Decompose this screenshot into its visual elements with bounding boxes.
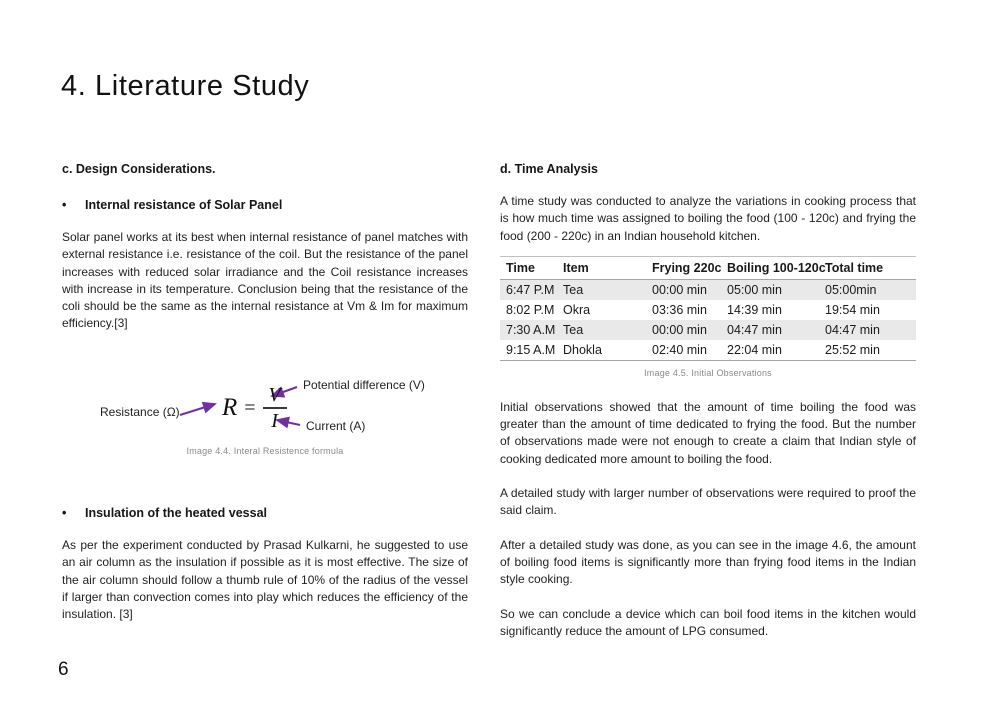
table-caption: Image 4.5. Initial Observations (644, 367, 772, 378)
header-boiling: Boiling 100-120c (721, 256, 819, 279)
table-cell: 03:36 min (652, 302, 707, 317)
table-row (500, 300, 916, 320)
insulation-paragraph: As per the experiment conducted by Prasad Kulkarni, he suggested to use an air column as the insulation if possible as it is most effective. The size of the air column should follow a thumb rule of 10% of the radius of the vessel if larger than convection comes into play which reduces the efficiency of the insulation. [3] (62, 538, 468, 622)
table-cell: 14:39 min (727, 302, 782, 317)
current-label: Current (A) (306, 419, 366, 433)
table-cell: 04:47 min (825, 322, 880, 337)
table-cell: Okra (563, 302, 591, 317)
table-cell: 19:54 min (825, 302, 880, 317)
table-row (500, 279, 916, 300)
page-number: 6 (58, 659, 69, 680)
header-item: Item (557, 256, 646, 279)
table-cell: 04:47 min (727, 322, 782, 337)
table-header-row (500, 256, 916, 279)
time-analysis-heading: d. Time Analysis (500, 162, 598, 176)
fraction-bar (263, 407, 287, 409)
table-cell: Tea (563, 322, 584, 337)
after-study-paragraph: After a detailed study was done, as you can see in the image 4.6, the amount of boiling food items is significantly more than frying food items in the Indian style cooking. (500, 537, 916, 587)
formula-fraction (263, 385, 287, 431)
formula-voltage-symbol: V (268, 384, 281, 406)
table-cell: 6:47 P.M (506, 282, 555, 297)
ohms-law-formula (222, 385, 287, 431)
observations-table (500, 256, 916, 361)
bullet-icon: • (62, 506, 67, 520)
bullet-insulation (62, 506, 468, 520)
formula-caption: Image 4.4. Interal Resistence formula (186, 446, 344, 456)
bullet-label: Internal resistance of Solar Panel (85, 198, 283, 212)
bullet-internal-resistance (62, 198, 468, 212)
resistance-label: Resistance (Ω) (100, 405, 180, 419)
potential-difference-label: Potential difference (V) (303, 378, 425, 392)
table-cell: 00:00 min (652, 282, 707, 297)
bullet-label: Insulation of the heated vessal (85, 506, 267, 520)
right-column (500, 162, 916, 640)
table-cell: 00:00 min (652, 322, 707, 337)
table-cell: 22:04 min (721, 340, 819, 361)
table-row (500, 320, 916, 340)
time-study-paragraph: A time study was conducted to analyze the variations in cooking process that is how much time was assigned to boiling the food (100 - 120c) and frying the food (200 - 220c) in an Indian household kitchen. (500, 194, 916, 243)
solar-panel-paragraph: Solar panel works at its best when internal resistance of panel matches with external resistance i.e. resistance of the coil. But the resistance of the panel increases with reduced solar irradiance and the Coil resistance increases with increase in its temperature. Conclusion being that the resistance of the coli should be the same as the internal resistance at Vm & Im for maximum efficiency.[3] (62, 230, 468, 331)
design-considerations-heading: c. Design Considerations. (62, 162, 216, 176)
left-column-lower (62, 506, 468, 623)
table-cell: 02:40 min (646, 340, 721, 361)
table-cell: 25:52 min (819, 340, 916, 361)
header-total-time: Total time (819, 256, 916, 279)
table-cell: Dhokla (557, 340, 646, 361)
page-title: 4. Literature Study (61, 70, 310, 102)
table-cell: 05:00min (825, 282, 877, 297)
conclusion-paragraph: So we can conclude a device which can boil food items in the kitchen would significantly reduce the amount of LPG consumed. (500, 606, 916, 638)
table-cell: 8:02 P.M (506, 302, 555, 317)
table-cell: 7:30 A.M (506, 322, 556, 337)
formula-resistance-symbol: R (222, 394, 238, 421)
formula-current-symbol: I (271, 410, 278, 432)
table-cell: 9:15 A.M (500, 340, 557, 361)
header-frying: Frying 220c (646, 256, 721, 279)
header-time: Time (500, 256, 557, 279)
formula-equals-sign: = (244, 396, 256, 419)
initial-observations-paragraph: Initial observations showed that the amount of time boiling the food was greater than the amount of time dedicated to frying the food. But the number of observations made were not enough to create a claim that Indian style of cooking dedicated more amount to boiling the food. (500, 399, 916, 466)
bullet-icon: • (62, 198, 67, 212)
detailed-study-paragraph: A detailed study with larger number of observations were required to proof the said claim. (500, 486, 916, 518)
table-cell: Tea (563, 282, 584, 297)
left-column (62, 162, 468, 333)
table-row (500, 340, 916, 361)
table-cell: 05:00 min (727, 282, 782, 297)
